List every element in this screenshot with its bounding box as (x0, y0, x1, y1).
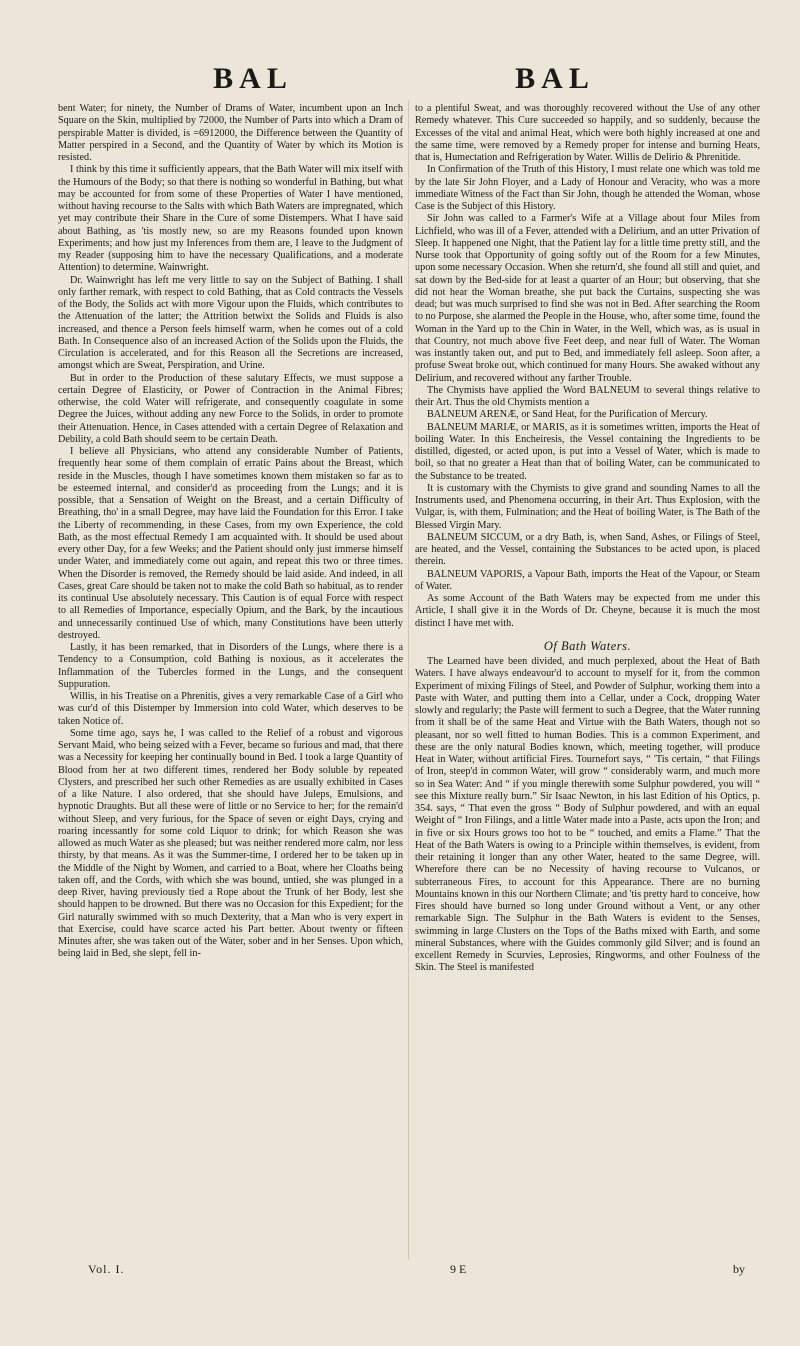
paragraph: In Confirmation of the Truth of this History, I must relate one which was told me by the late Sir John Floyer, and a Lady of Honour and Veracity, who was a more immediate Witness of the Fact than Sir John, though he attended the Woman, whose Case is the Subject of this History. (415, 164, 760, 212)
paragraph: BALNEUM MARIÆ, or MARIS, as it is sometimes written, imports the Heat of boiling Water. In this Encheiresis, the Vessel containing the Ingredients to be distilled, digested, or acted upon, is put into a Vessel of Water, which is made to boil, so that no greater a Heat than that of boiling Water, can be communicated to the Substance to be treated. (415, 421, 760, 482)
paragraph: Dr. Wainwright has left me very little to say on the Subject of Bathing. I shall only farther remark, with respect to cold Bathing, that as Cold contracts the Vessels of the Body, the Solids act with more Vigour upon the Fluids, which contributes to the Attenuation of the latter; the Attrition betwixt the Solids and Fluids is also increased, and thence a Person feels himself warm, when he comes out of a cold Bath. In Consequence also of an increased Action of the Solids upon the Fluids, the Circulation is accelerated, and for this Reason all the Secretions are increased, amongst which are Sweat, Perspiration, and Urine. (58, 274, 403, 372)
catchword: by (733, 1262, 745, 1276)
paragraph: The Learned have been divided, and much perplexed, about the Heat of Bath Waters. I have always endeavour'd to account to myself for it, from the common Experiment of mixing Filings of Steel, and Powder of Sulphur, working them into a Paste with Water, and putting them into a Cellar, under a Cock, dropping Water slowly and regularly; the Paste will ferment to such a Degree, that the Water running from it shall be of the same Heat and Virtue with the Bath Waters, though not so pleasant, nor so well fitted to human Bodies. This is a common Experiment, and these are the only natural Bodies known, which, meeting together, will produce Heat in Water, without artificial Fires. Tournefort says, “ 'Tis certain, “ that Filings of Iron, steep'd in common Water, will grow “ considerably warm, and much more so in Sea Water: And “ if you mingle therewith some Sulphur powdered, you will “ see this Mixture really burn.” Sir Isaac Newton, in his last Edition of his Optics, p. 354. says, “ That even the gross “ Body of Sulphur powdered, and with an equal Weight of “ Iron Filings, and a little Water made into a Paste, acts upon the Iron; and in five or six Hours grows too hot to be “ touched, and emits a Flame.” That the Heat of the Bath Waters is owing to a Principle within themselves, is evident, from their retaining it longer than any other Water, heated to the same Degree, will. Wherefore there can be no Necessity of having recourse to Vulcanos, or subterraneous Fires, to account for this Appearance. There are no burning Mountains known in this our Northern Climate; and 'tis pretty hard to conceive, how Fires should have burned so long under Ground without a Vent, or any other remarkable Sign. The Sulphur in the Bath Waters is evident to the Senses, swimming in large Clusters on the Tops of the Baths mixed with Earth, and some mineral Substances, where with the Guides commonly gild Silver; and is found an excellent Remedy in Scurvies, Leprosies, Ringworms, and other Foulness of the Skin. The Steel is manifested (415, 656, 760, 974)
volume-label: Vol. I. (88, 1262, 125, 1276)
right-headword: BAL (515, 62, 595, 95)
paragraph: Lastly, it has been remarked, that in Disorders of the Lungs, where there is a Tendency to a Consumption, cold Bathing is noxious, as it accelerates the Inflammation of the Tubercles formed in the Lungs, and the consequent Suppuration. (58, 642, 403, 690)
paragraph: Willis, in his Treatise on a Phrenitis, gives a very remarkable Case of a Girl who was cur'd of this Distemper by Immersion into cold Water, which deserves to be taken Notice of. (58, 691, 403, 727)
paragraph: BALNEUM VAPORIS, a Vapour Bath, imports the Heat of the Vapour, or Steam of Water. (415, 568, 760, 592)
signature-mark: 9 E (450, 1262, 467, 1276)
paragraph: The Chymists have applied the Word BALNEUM to several things relative to their Art. Thus the old Chymists mention a (415, 384, 760, 408)
left-column (58, 103, 403, 1258)
paragraph: I believe all Physicians, who attend any considerable Number of Patients, frequently hear some of them complain of erratic Pains about the Breast, which reside in the Muscles, though I have sometimes known them mistaken so far as to be esteemed internal, and consider'd as proceeding from the Lungs; and it is possible, that a Sensation of Weight on the Breast, and a certain Difficulty of Breathing, tho' in a small Degree, may have laid the Foundation for this Error. I take the Liberty of recommending, in these Cases, from my own Experience, the cold Bath, as the most effectual Remedy I am acquainted with. It should be used about every other Day, for a few Weeks; and the Patient should only just immerse himself under Water, and immediately come out again, and repeat this two or three times. When the Disorder is removed, the Remedy should be laid aside. And indeed, in all Cases, great Care should be taken not to make the cold Bath so habitual, as to render its continual Use absolutely necessary. This Caution is of equal Force with respect to all Remedies of Importance, especially Opium, and the Bark, by the incautious and unnecessarily continued Use of which, many Constitutions have been utterly destroyed. (58, 446, 403, 641)
column-gutter (408, 100, 409, 1260)
paragraph: to a plentiful Sweat, and was thoroughly recovered without the Use of any other Remedy whatever. This Cure succeeded so happily, and so suddenly, because the Excesses of the vital and animal Heat, which were both highly increased at one and the same time, were removed by a Remedy proper for intense and burning Heats, that is, Humectation and Refrigeration by Water. Willis de Delirio & Phrenitide. (415, 103, 760, 163)
paragraph: But in order to the Production of these salutary Effects, we must suppose a certain Degree of Elasticity, or Power of Contraction in the Animal Fibres; otherwise, the cold Water will refrigerate, and consequently coagulate in some Degree the Juices, without adding any new Force to the Solids, in order to promote their Attenuation. Hence, in Cases attended with a certain Degree of Relaxation and Debility, a cold Bath should seem to be certain Death. (58, 372, 403, 445)
paragraph: It is customary with the Chymists to give grand and sounding Names to all the Instruments used, and Phenomena occurring, in their Art. Thus Explosion, with the Vulgar, is, with them, Fulmination; and the Heat of boiling Water, is The Bath of the Blessed Virgin Mary. (415, 482, 760, 531)
paragraph: BALNEUM SICCUM, or a dry Bath, is, when Sand, Ashes, or Filings of Steel, are heated, and the Vessel, containing the Substances to be acted upon, is placed therein. (415, 531, 760, 568)
left-headword: BAL (213, 62, 293, 95)
paragraph: Sir John was called to a Farmer's Wife at a Village about four Miles from Lichfield, who was ill of a Fever, attended with a Delirium, and an utter Privation of Sleep. It happened one Night, that the Patient lay for a little time pretty still, and the Nurse took that Opportunity of going softly out of the Room for a few Minutes, upon some necessary Occasion. When she return'd, she found all still and quiet, and sat down by the Bed-side for at least a quarter of an Hour; but observing, that she did not hear the Woman breathe, she put back the Curtains, suspecting she was dead; but was much surprised to find she was not in Bed. After searching the Room to no Purpose, she alarmed the People in the House, who, after some time, found the Woman in the Yard up to the Chin in Water, in the Well, which was, as is usual in that Country, not much above five Feet deep, and near full of Water. The Woman was instantly taken out, and put to Bed, and immediately fell asleep. Soon after, a profuse Sweat broke out, which continued for many Hours. She awaked without any Delirium, and recovered without any farther Trouble. (415, 213, 760, 384)
paragraph: bent Water; for ninety, the Number of Drams of Water, incumbent upon an Inch Square on the Skin, multiplied by 72000, the Number of Parts into which a Dram of perspirable Matter is divided, is =6912000, the Difference between the Quantity of Matter perspired in a Second, and the Quantity of Water by which its Motion is resisted. (58, 103, 403, 163)
right-column (415, 103, 760, 1258)
section-title: Of Bath Waters. (543, 638, 632, 653)
page-footer (0, 1262, 800, 1282)
paragraph: I think by this time it sufficiently appears, that the Bath Water will mix itself with the Humours of the Body; so that there is nothing so wonderful in Bathing, but what may be accounted for from some of these Properties of Water I have mentioned, without having recourse to the Salts with which Bath Waters are impregnated, which yet may contribute their Share in the Cure of some Distempers. What I have said about Bathing, as 'tis mostly new, so are my Reasons founded upon known Experiments; and how just my Inferences from them are, I leave to the Judgment of my Reader (supposing him to have the necessary Qualifications, and a moderate Attention) to determine. Wainwright. (58, 164, 403, 274)
paragraph: As some Account of the Bath Waters may be expected from me under this Article, I shall give it in the Words of Dr. Cheyne, because it is much the most distinct I have met with. (415, 593, 760, 629)
paragraph: BALNEUM ARENÆ, or Sand Heat, for the Purification of Mercury. (427, 409, 708, 421)
paragraph: Some time ago, says he, I was called to the Relief of a robust and vigorous Servant Maid, who being seized with a Fever, became so furious and mad, that there was a Necessity for keeping her continually bound in Bed. I took a large Quantity of Blood from her at two different times, rendered her Body soluble by repeated Clysters, and prescribed her such other Remedies as are usually exhibited in Cases of a like Nature. I also ordered, that she should have Juleps, Emulsions, and hypnotic Draughts. But all these were of little or no Service to her; for the remain'd without Sleep, and very furious, for the Space of seven or eight Days, crying and roaring incessantly for some cold Liquor to drink; for which Reason she was allowed as much Water as she pleased; but was neither rendered more calm, nor less thirsty, by that means. As it was the Summer-time, I ordered her to be taken up in the Middle of the Night by Women, and carried to a Boat, where her Cloaths being taken off, and the Cords, with which she was bound, untied, she was plunged in a deep River, having previously tied a Rope about the Trunk of her Body, lest she should happen to be drowned. But there was no Occasion for this Expedient; for the Girl naturally swimmed with so much Dexterity, that a Man who is very expert in that Exercise, could have scarce acted his Part better. About twenty or fifteen Minutes after, she was taken out of the Water, sober and in her Senses. Upon which, being laid in Bed, she slept, fell in- (58, 727, 403, 960)
